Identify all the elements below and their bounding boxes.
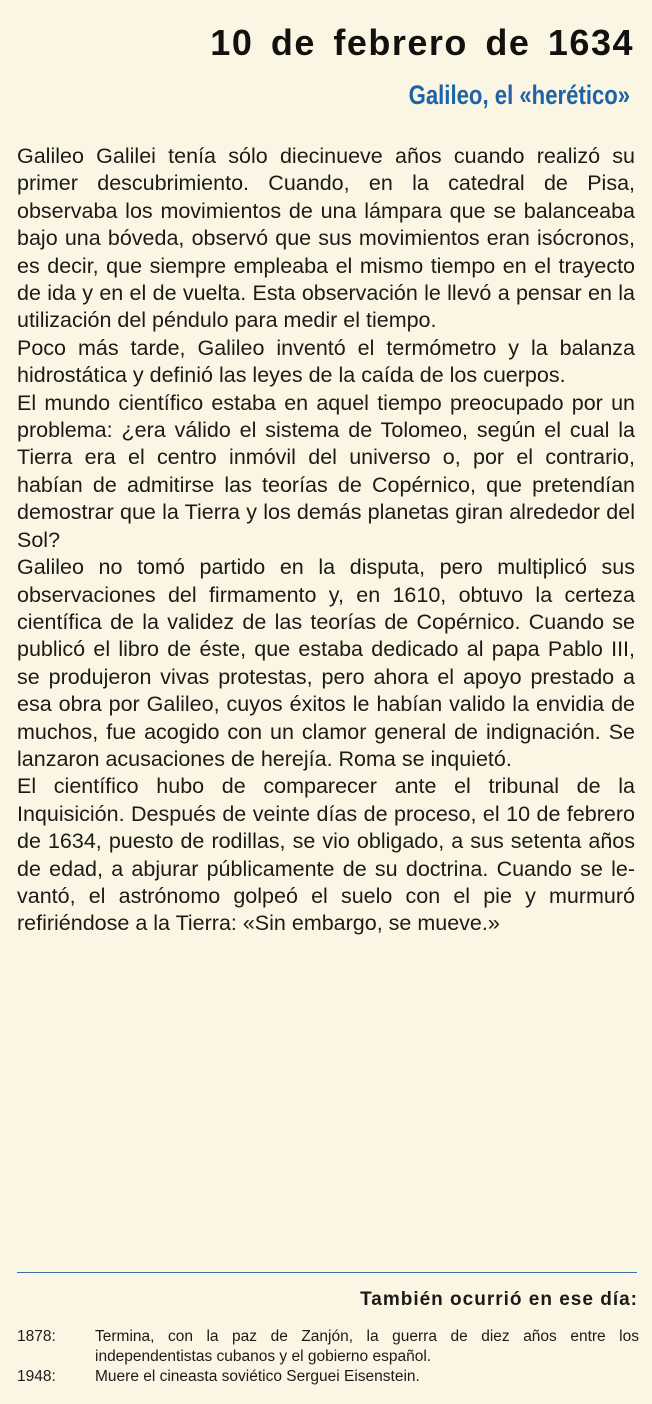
article-subtitle: Galileo, el «herético» (408, 80, 630, 110)
event-year: 1948: (17, 1368, 56, 1385)
event-year: 1878: (17, 1328, 56, 1345)
also-happened-heading: También ocurrió en ese día: (360, 1289, 638, 1310)
article-paragraph: El científico hubo de comparecer ante el tribunal de la Inquisición. Después de veinte días de proceso, el 10 de febrero de 1634, puesto de rodillas, se vio obligado, a sus setenta años de edad, a abjurar públicamente de su doctrina. Cuando se levantó, el astrónomo golpeó el suelo con el pie y murmuró refiriéndose a la Tierra: «Sin embargo, se mueve.» (17, 774, 635, 936)
event-item (17, 1367, 639, 1387)
article-paragraph: Galileo Galilei tenía sólo diecinueve años cuando realizó su primer descubrimiento. Cuando, en la catedral de Pisa, observaba los movimientos de una lámpara que se balanceaba bajo una bóveda, observó que sus movimientos eran isócronos, es decir, que siempre empleaba el mismo tiempo en el trayecto de ida y en el de vuelta. Esta observación le llevó a pensar en la utilización del péndulo para medir el tiempo. (17, 144, 635, 333)
section-divider (17, 1272, 637, 1273)
date-title: 10 de febrero de 1634 (210, 22, 634, 63)
event-text: Termina, con la paz de Zanjón, la guerra de diez años entre los independentistas cubanos y el gobierno español. (95, 1328, 639, 1365)
events-list (17, 1327, 639, 1387)
event-text: Muere el cineasta soviético Serguei Eisenstein. (95, 1368, 420, 1385)
article-paragraph: El mundo científico estaba en aquel tiempo preocupado por un problema: ¿era válido el sistema de Tolomeo, según el cual la Tierra era el centro inmóvil del universo o, por el contrario, habían de admitirse las teorías de Copérnico, que pretendían demostrar que la Tierra y los demás planetas giran alrededor del Sol? (17, 390, 635, 552)
article-paragraph: Galileo no tomó partido en la disputa, pero multiplicó sus observaciones del firmamento y, en 1610, obtuvo la certeza científica de la validez de las teorías de Copérnico. Cuando se publicó el libro de éste, que estaba dedicado al papa Pablo III, se produjeron vivas protestas, pero ahora el apoyo prestado a esa obra por Galileo, cuyos éxitos le habían valido la envidia de muchos, fue acogido con un clamor general de indignación. Se lanzaron acusaciones de herejía. Roma se inquietó. (17, 555, 635, 771)
article-body (17, 143, 635, 938)
article-paragraph: Poco más tarde, Galileo inventó el termómetro y la balanza hidrostática y definió las leyes de la caída de los cuerpos. (17, 335, 635, 388)
event-item (17, 1327, 639, 1367)
